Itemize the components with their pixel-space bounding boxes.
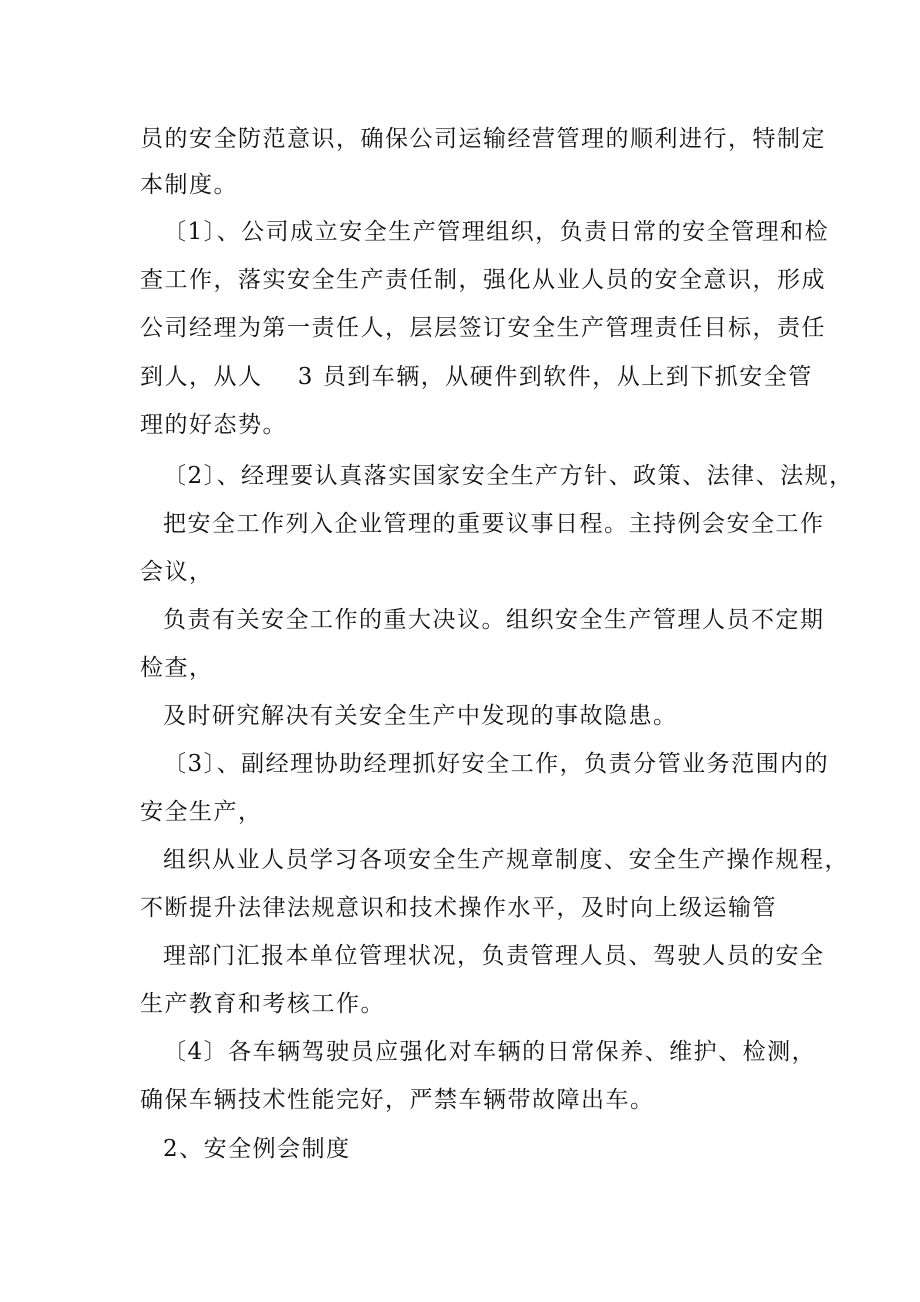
text-line-5: 公司经理为第一责任人，层层签订安全生产管理责任目标，责任 xyxy=(140,315,826,341)
text-line-7: 理的好态势。 xyxy=(140,412,287,438)
section-heading-safety-meeting: 2、安全例会制度 xyxy=(163,1136,351,1162)
text-line-17: 不断提升法律法规意识和技术操作水平，及时向上级运输管 xyxy=(140,895,777,921)
text-line-16: 组织从业人员学习各项安全生产规章制度、安全生产操作规程， xyxy=(163,847,849,873)
text-line-13: 及时研究解决有关安全生产中发现的事故隐患。 xyxy=(163,703,678,729)
text-line-2: 本制度。 xyxy=(140,172,238,198)
text-line-21: 确保车辆技术性能完好，严禁车辆带故障出车。 xyxy=(140,1087,655,1113)
text-line-8: 〔2〕、经理要认真落实国家安全生产方针、政策、法律、法规， xyxy=(163,463,854,489)
text-line-1: 员的安全防范意识，确保公司运输经营管理的顺利进行，特制定 xyxy=(140,126,826,152)
text-line-19: 生产教育和考核工作。 xyxy=(140,991,385,1017)
text-line-20: 〔4〕各车辆驾驶员应强化对车辆的日常保养、维护、检测， xyxy=(163,1039,817,1065)
text-line-11: 负责有关安全工作的重大决议。组织安全生产管理人员不定期 xyxy=(163,607,825,633)
text-line-15: 安全生产， xyxy=(140,799,263,825)
text-line-10: 会议， xyxy=(140,559,214,585)
text-line-6: 到人，从人 3 员到车辆，从硬件到软件，从上到下抓安全管 xyxy=(140,364,813,390)
text-line-3: 〔1〕、公司成立安全生产管理组织，负责日常的安全管理和检 xyxy=(163,219,830,245)
text-line-9: 把安全工作列入企业管理的重要议事日程。主持例会安全工作 xyxy=(163,511,825,537)
text-line-4: 查工作，落实安全生产责任制，强化从业人员的安全意识，形成 xyxy=(140,267,826,293)
text-line-18: 理部门汇报本单位管理状况，负责管理人员、驾驶人员的安全 xyxy=(163,943,825,969)
text-line-12: 检查， xyxy=(140,655,214,681)
text-line-14: 〔3〕、副经理协助经理抓好安全工作，负责分管业务范围内的 xyxy=(163,751,830,777)
